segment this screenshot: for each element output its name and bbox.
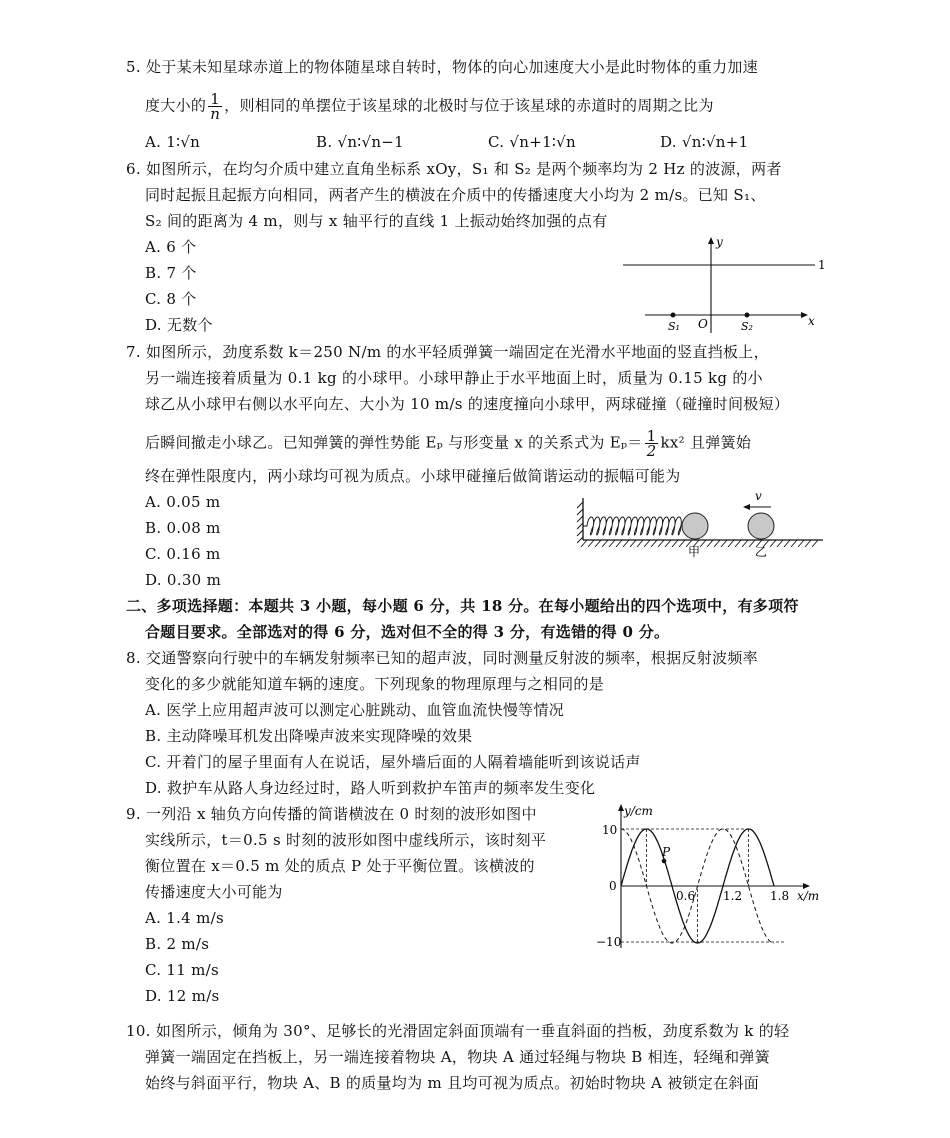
q6-option-c: C. 8 个 (145, 290, 197, 308)
q7-option-b: B. 0.08 m (145, 519, 221, 537)
q5-option-c: C. √n+1∶√n (488, 133, 576, 151)
q6-s2-point (745, 313, 750, 318)
q5-stem-text: 度大小的 (145, 96, 207, 115)
q6-option-a: A. 6 个 (145, 238, 197, 256)
q7-yi-label: 乙 (755, 545, 768, 559)
q10-stem-line-2: 弹簧一端固定在挡板上，另一端连接着物块 A，物块 A 通过轻绳与物块 B 相连，轻绳和弹簧 (145, 1048, 771, 1066)
q5-stem-line-1: 5. 处于某未知星球赤道上的物体随星球自转时，物体的向心加速度大小是此时物体的重力加速 (126, 58, 758, 76)
q8-option-b: B. 主动降噪耳机发出降噪声波来实现降噪的效果 (145, 727, 473, 745)
q6-s1-point (671, 313, 676, 318)
q6-stem-line-1: 6. 如图所示，在均匀介质中建立直角坐标系 xOy，S₁ 和 S₂ 是两个频率均为 2 Hz 的波源，两者 (126, 160, 782, 178)
q8-option-d: D. 救护车从路人身边经过时，路人听到救护车笛声的频率发生变化 (145, 779, 596, 797)
q5-fraction (208, 92, 222, 121)
q7-option-c: C. 0.16 m (145, 545, 221, 563)
q7-ball-jia (682, 513, 708, 539)
q7-option-a: A. 0.05 m (145, 493, 221, 511)
q6-option-d: D. 无数个 (145, 316, 213, 334)
q5-option-d: D. √n∶√n+1 (660, 133, 749, 151)
q10-stem-line-1: 10. 如图所示，倾角为 30°、足够长的光滑固定斜面顶端有一垂直斜面的挡板，劲度系数为 k 的轻 (126, 1022, 790, 1040)
q9-x-tick-1.8: 1.8 (770, 889, 790, 903)
q7-wall-hatch (577, 502, 583, 543)
q7-jia-label: 甲 (688, 545, 701, 559)
q9-option-d: D. 12 m/s (145, 987, 220, 1005)
q9-option-b: B. 2 m/s (145, 935, 210, 953)
q7-fraction (645, 429, 659, 458)
q9-wave-figure (596, 800, 835, 952)
q6-coordinate-figure (615, 235, 835, 335)
q9-x-label: x/m (797, 889, 820, 903)
q7-spring (583, 517, 682, 535)
q6-line-1-label: 1 (818, 258, 826, 272)
q7-velocity-arrowhead (743, 504, 750, 510)
q7-v-label: v (755, 489, 762, 503)
q7-stem-line-2: 另一端连接着质量为 0.1 kg 的小球甲。小球甲静止于水平地面上时，质量为 0.15 kg 的小 (145, 369, 763, 387)
q9-y-label: y/cm (624, 804, 653, 818)
q6-x-arrow (801, 312, 808, 318)
q7-spring-figure (575, 490, 830, 565)
q6-s2-label: S₂ (741, 320, 753, 333)
q7-stem-line-4 (145, 429, 751, 458)
q6-option-b: B. 7 个 (145, 264, 197, 282)
q8-stem-line-1: 8. 交通警察向行驶中的车辆发射频率已知的超声波，同时测量反射波的频率，根据反射波频率 (126, 649, 758, 667)
q7-stem-line-1: 7. 如图所示，劲度系数 k＝250 N/m 的水平轻质弹簧一端固定在光滑水平地面的竖直挡板上， (126, 343, 769, 361)
q9-x-tick-1.2: 1.2 (723, 889, 743, 903)
q9-y-tick-top: 10 (602, 823, 618, 837)
q6-s1-label: S₁ (668, 320, 680, 333)
q9-x-tick-0.6: 0.6 (676, 889, 696, 903)
q7-stem-line-5: 终在弹性限度内，两小球均可视为质点。小球甲碰撞后做简谐运动的振幅可能为 (145, 467, 681, 485)
section2-heading-line-1: 二、多项选择题：本题共 3 小题，每小题 6 分，共 18 分。在每小题给出的四个选项中，有多项符 (126, 597, 799, 615)
q7-stem-text: 后瞬间撤走小球乙。已知弹簧的弹性势能 Eₚ 与形变量 x 的关系式为 Eₚ＝ (145, 433, 643, 452)
q9-point-p (662, 859, 667, 864)
q6-stem-line-2: 同时起振且起振方向相同，两者产生的横波在介质中的传播速度大小均为 2 m/s。已知 S₁、 (145, 186, 766, 204)
q5-option-b: B. √n∶√n−1 (316, 133, 405, 151)
q8-option-c: C. 开着门的屋子里面有人在说话，屋外墙后面的人隔着墙能听到该说话声 (145, 753, 641, 771)
q8-stem-line-2: 变化的多少就能知道车辆的速度。下列现象的物理原理与之相同的是 (145, 675, 605, 693)
q5-frac-den: n (210, 105, 221, 123)
q8-option-a: A. 医学上应用超声波可以测定心脏跳动、血管血流快慢等情况 (145, 701, 565, 719)
q6-stem-line-3: S₂ 间的距离为 4 m，则与 x 轴平行的直线 1 上振动始终加强的点有 (145, 212, 608, 230)
q5-frac-num: 1 (208, 92, 222, 107)
q10-stem-line-3: 始终与斜面平行，物块 A、B 的质量均为 m 且均可视为质点。初始时物块 A 被锁定在斜面 (145, 1074, 760, 1092)
q6-origin-label: O (698, 317, 708, 331)
q6-x-label: x (808, 314, 815, 328)
q7-frac-num: 1 (646, 427, 657, 445)
q9-y-tick-bottom: −10 (596, 935, 622, 949)
q6-y-label: y (716, 235, 723, 249)
q9-stem-line-2: 实线所示，t＝0.5 s 时刻的波形如图中虚线所示，该时刻平 (145, 831, 547, 849)
q9-stem-line-4: 传播速度大小可能为 (145, 883, 283, 901)
q9-p-label: P (662, 845, 671, 859)
q9-y-tick-zero: 0 (609, 879, 617, 893)
q7-ball-yi (748, 513, 774, 539)
q5-stem-text-2: ，则相同的单摆位于该星球的北极时与位于该星球的赤道时的周期之比为 (224, 96, 714, 115)
q9-option-c: C. 11 m/s (145, 961, 220, 979)
q7-stem-text-2: kx² 且弹簧始 (660, 433, 752, 452)
q7-option-d: D. 0.30 m (145, 571, 222, 589)
q9-option-a: A. 1.4 m/s (145, 909, 224, 927)
q6-y-arrow (708, 237, 714, 244)
q7-frac-den: 2 (646, 442, 657, 460)
q5-stem-line-2 (145, 92, 714, 121)
section2-heading-line-2: 合题目要求。全部选对的得 6 分，选对但不全的得 3 分，有选错的得 0 分。 (145, 623, 670, 641)
q7-stem-line-3: 球乙从小球甲右侧以水平向左、大小为 10 m/s 的速度撞向小球甲，两球碰撞（碰撞时间极短） (145, 395, 790, 413)
q9-stem-line-1: 9. 一列沿 x 轴负方向传播的简谐横波在 0 时刻的波形如图中 (126, 805, 537, 823)
q9-stem-line-3: 衡位置在 x＝0.5 m 处的质点 P 处于平衡位置。该横波的 (145, 857, 535, 875)
q5-option-a: A. 1∶√n (145, 133, 201, 151)
